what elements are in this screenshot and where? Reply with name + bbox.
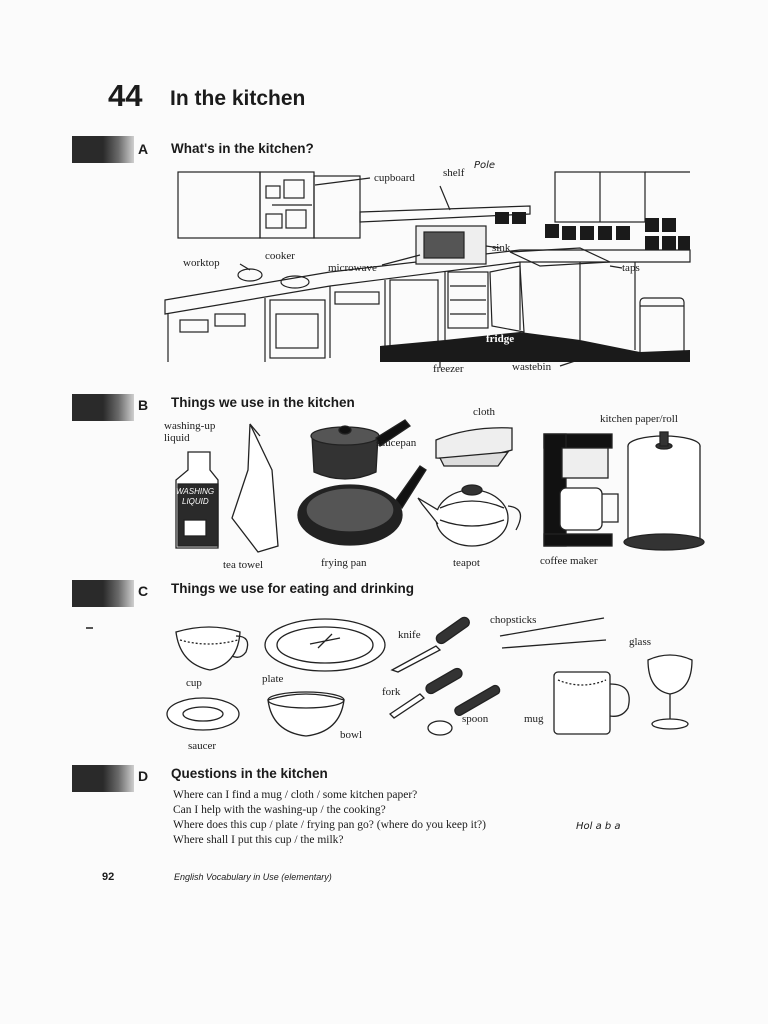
question-line: Where can I find a mug / cloth / some kitchen paper?	[173, 789, 418, 801]
label-kitchen-paper: kitchen paper/roll	[600, 413, 678, 425]
handwritten-note: Hol a b a	[576, 821, 621, 832]
label-taps: taps	[622, 262, 640, 274]
label-washing-up-line1: washing-up	[164, 420, 216, 432]
label-microwave: microwave	[328, 262, 377, 274]
section-d-bar	[72, 765, 134, 792]
label-cup: cup	[186, 677, 202, 689]
label-shelf: shelf	[443, 167, 465, 179]
label-cupboard: cupboard	[374, 172, 415, 184]
page-number: 92	[102, 871, 115, 883]
question-line: Can I help with the washing-up / the cooking?	[173, 804, 386, 816]
label-tea-towel: tea towel	[223, 559, 264, 571]
section-a-title: What's in the kitchen?	[171, 141, 314, 156]
label-teapot: teapot	[453, 557, 480, 569]
section-c-title: Things we use for eating and drinking	[171, 581, 415, 596]
label-washing-up-line2: liquid	[164, 432, 190, 444]
book-title: English Vocabulary in Use (elementary)	[174, 872, 332, 882]
bottle-text-line1: WASHING	[176, 487, 215, 496]
label-saucepan: saucepan	[376, 437, 417, 449]
label-glass: glass	[629, 636, 651, 648]
label-fork: fork	[382, 686, 401, 698]
label-coffee-maker: coffee maker	[540, 555, 598, 567]
label-worktop: worktop	[183, 257, 220, 269]
unit-title: In the kitchen	[170, 87, 306, 110]
section-d-letter: D	[138, 768, 149, 784]
unit-number: 44	[108, 78, 143, 113]
label-shelf-note: Pole	[474, 160, 496, 171]
label-bowl: bowl	[340, 729, 362, 741]
bottle-text-line2: LIQUID	[182, 497, 209, 506]
label-freezer: freezer	[433, 363, 464, 375]
label-fridge: fridge	[486, 333, 515, 345]
label-frying-pan: frying pan	[321, 557, 367, 569]
label-mug: mug	[524, 713, 544, 725]
section-b-title: Things we use in the kitchen	[171, 395, 355, 410]
section-a-letter: A	[138, 141, 149, 157]
label-plate: plate	[262, 673, 284, 685]
label-knife: knife	[398, 629, 421, 641]
section-b-letter: B	[138, 397, 149, 413]
section-d-title: Questions in the kitchen	[171, 766, 328, 781]
label-sink: sink	[492, 242, 511, 254]
label-spoon: spoon	[462, 713, 489, 725]
section-c-letter: C	[138, 583, 149, 599]
label-wastebin: wastebin	[512, 361, 552, 373]
question-line: Where shall I put this cup / the milk?	[173, 834, 344, 846]
label-cloth: cloth	[473, 406, 495, 418]
question-line: Where does this cup / plate / frying pan go? (where do you keep it?)	[173, 819, 486, 831]
label-cooker: cooker	[265, 250, 295, 262]
label-saucer: saucer	[188, 740, 217, 752]
label-chopsticks: chopsticks	[490, 614, 537, 626]
